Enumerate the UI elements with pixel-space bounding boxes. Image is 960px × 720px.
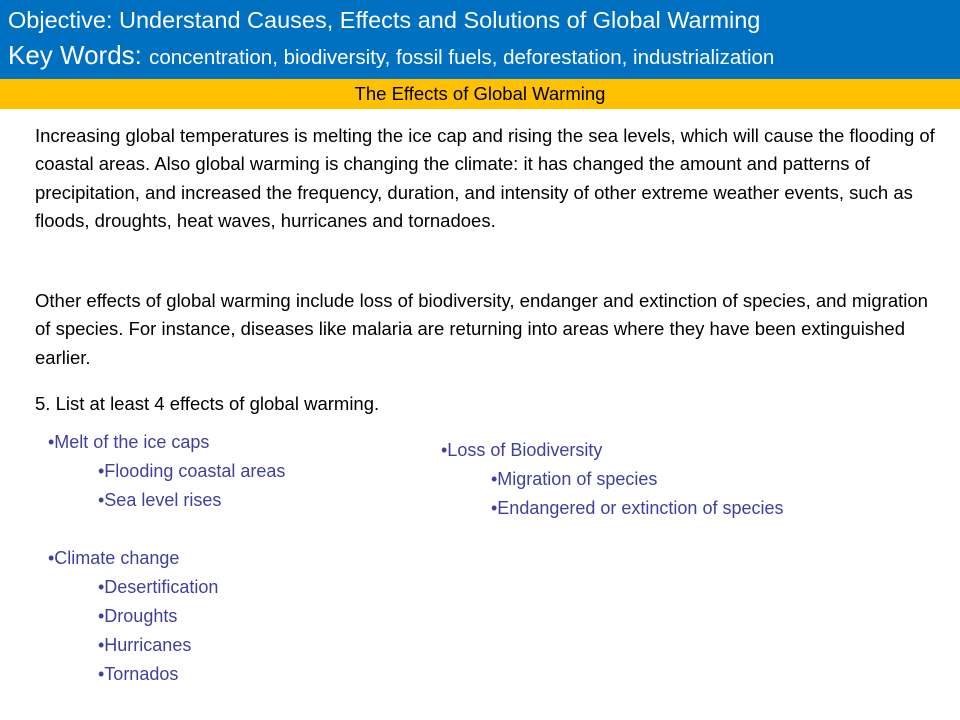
list-subitem: •Migration of species: [491, 469, 658, 489]
list-subitem: •Hurricanes: [98, 635, 192, 655]
section-subtitle: The Effects of Global Warming: [0, 79, 960, 109]
list-subitem: •Sea level rises: [98, 490, 222, 510]
list-subitem: •Tornados: [98, 664, 179, 684]
objective-text: Objective: Understand Causes, Effects and Solutions of Global Warming: [8, 7, 761, 33]
paragraph-effects: Increasing global temperatures is melting the ice cap and rising the sea levels, which will cause the flooding of coastal areas. Also global warming is changing the climate: it has changed the amount and patterns of precipitation, and increased the frequency, duration, and intensity of other extreme weather events, such as floods, droughts, heat waves, hurricanes and tornadoes.: [35, 125, 935, 232]
keywords-list: concentration, biodiversity, fossil fuels, deforestation, industrialization: [149, 46, 775, 69]
right-answer-list: [441, 436, 783, 523]
keywords-line: [8, 38, 774, 77]
list-item-climate-change: •Climate change: [48, 548, 180, 568]
list-item-ice-caps: •Melt of the ice caps: [48, 432, 210, 452]
left-answer-list: [48, 428, 285, 689]
keywords-label: Key Words:: [8, 40, 150, 70]
list-subitem: •Flooding coastal areas: [98, 461, 286, 481]
list-subitem: •Desertification: [98, 577, 219, 597]
list-subitem: •Endangered or extinction of species: [491, 498, 784, 518]
paragraph-other-effects: Other effects of global warming include loss of biodiversity, endanger and extinction of species, and migration of species. For instance, diseases like malaria are returning into areas where they have been extinguished earlier.: [35, 290, 928, 368]
question-text: 5. List at least 4 effects of global warming.: [35, 393, 380, 414]
list-item-biodiversity: •Loss of Biodiversity: [441, 440, 603, 460]
list-spacer: [48, 515, 285, 544]
header-banner: [0, 0, 960, 79]
list-subitem: •Droughts: [98, 606, 178, 626]
